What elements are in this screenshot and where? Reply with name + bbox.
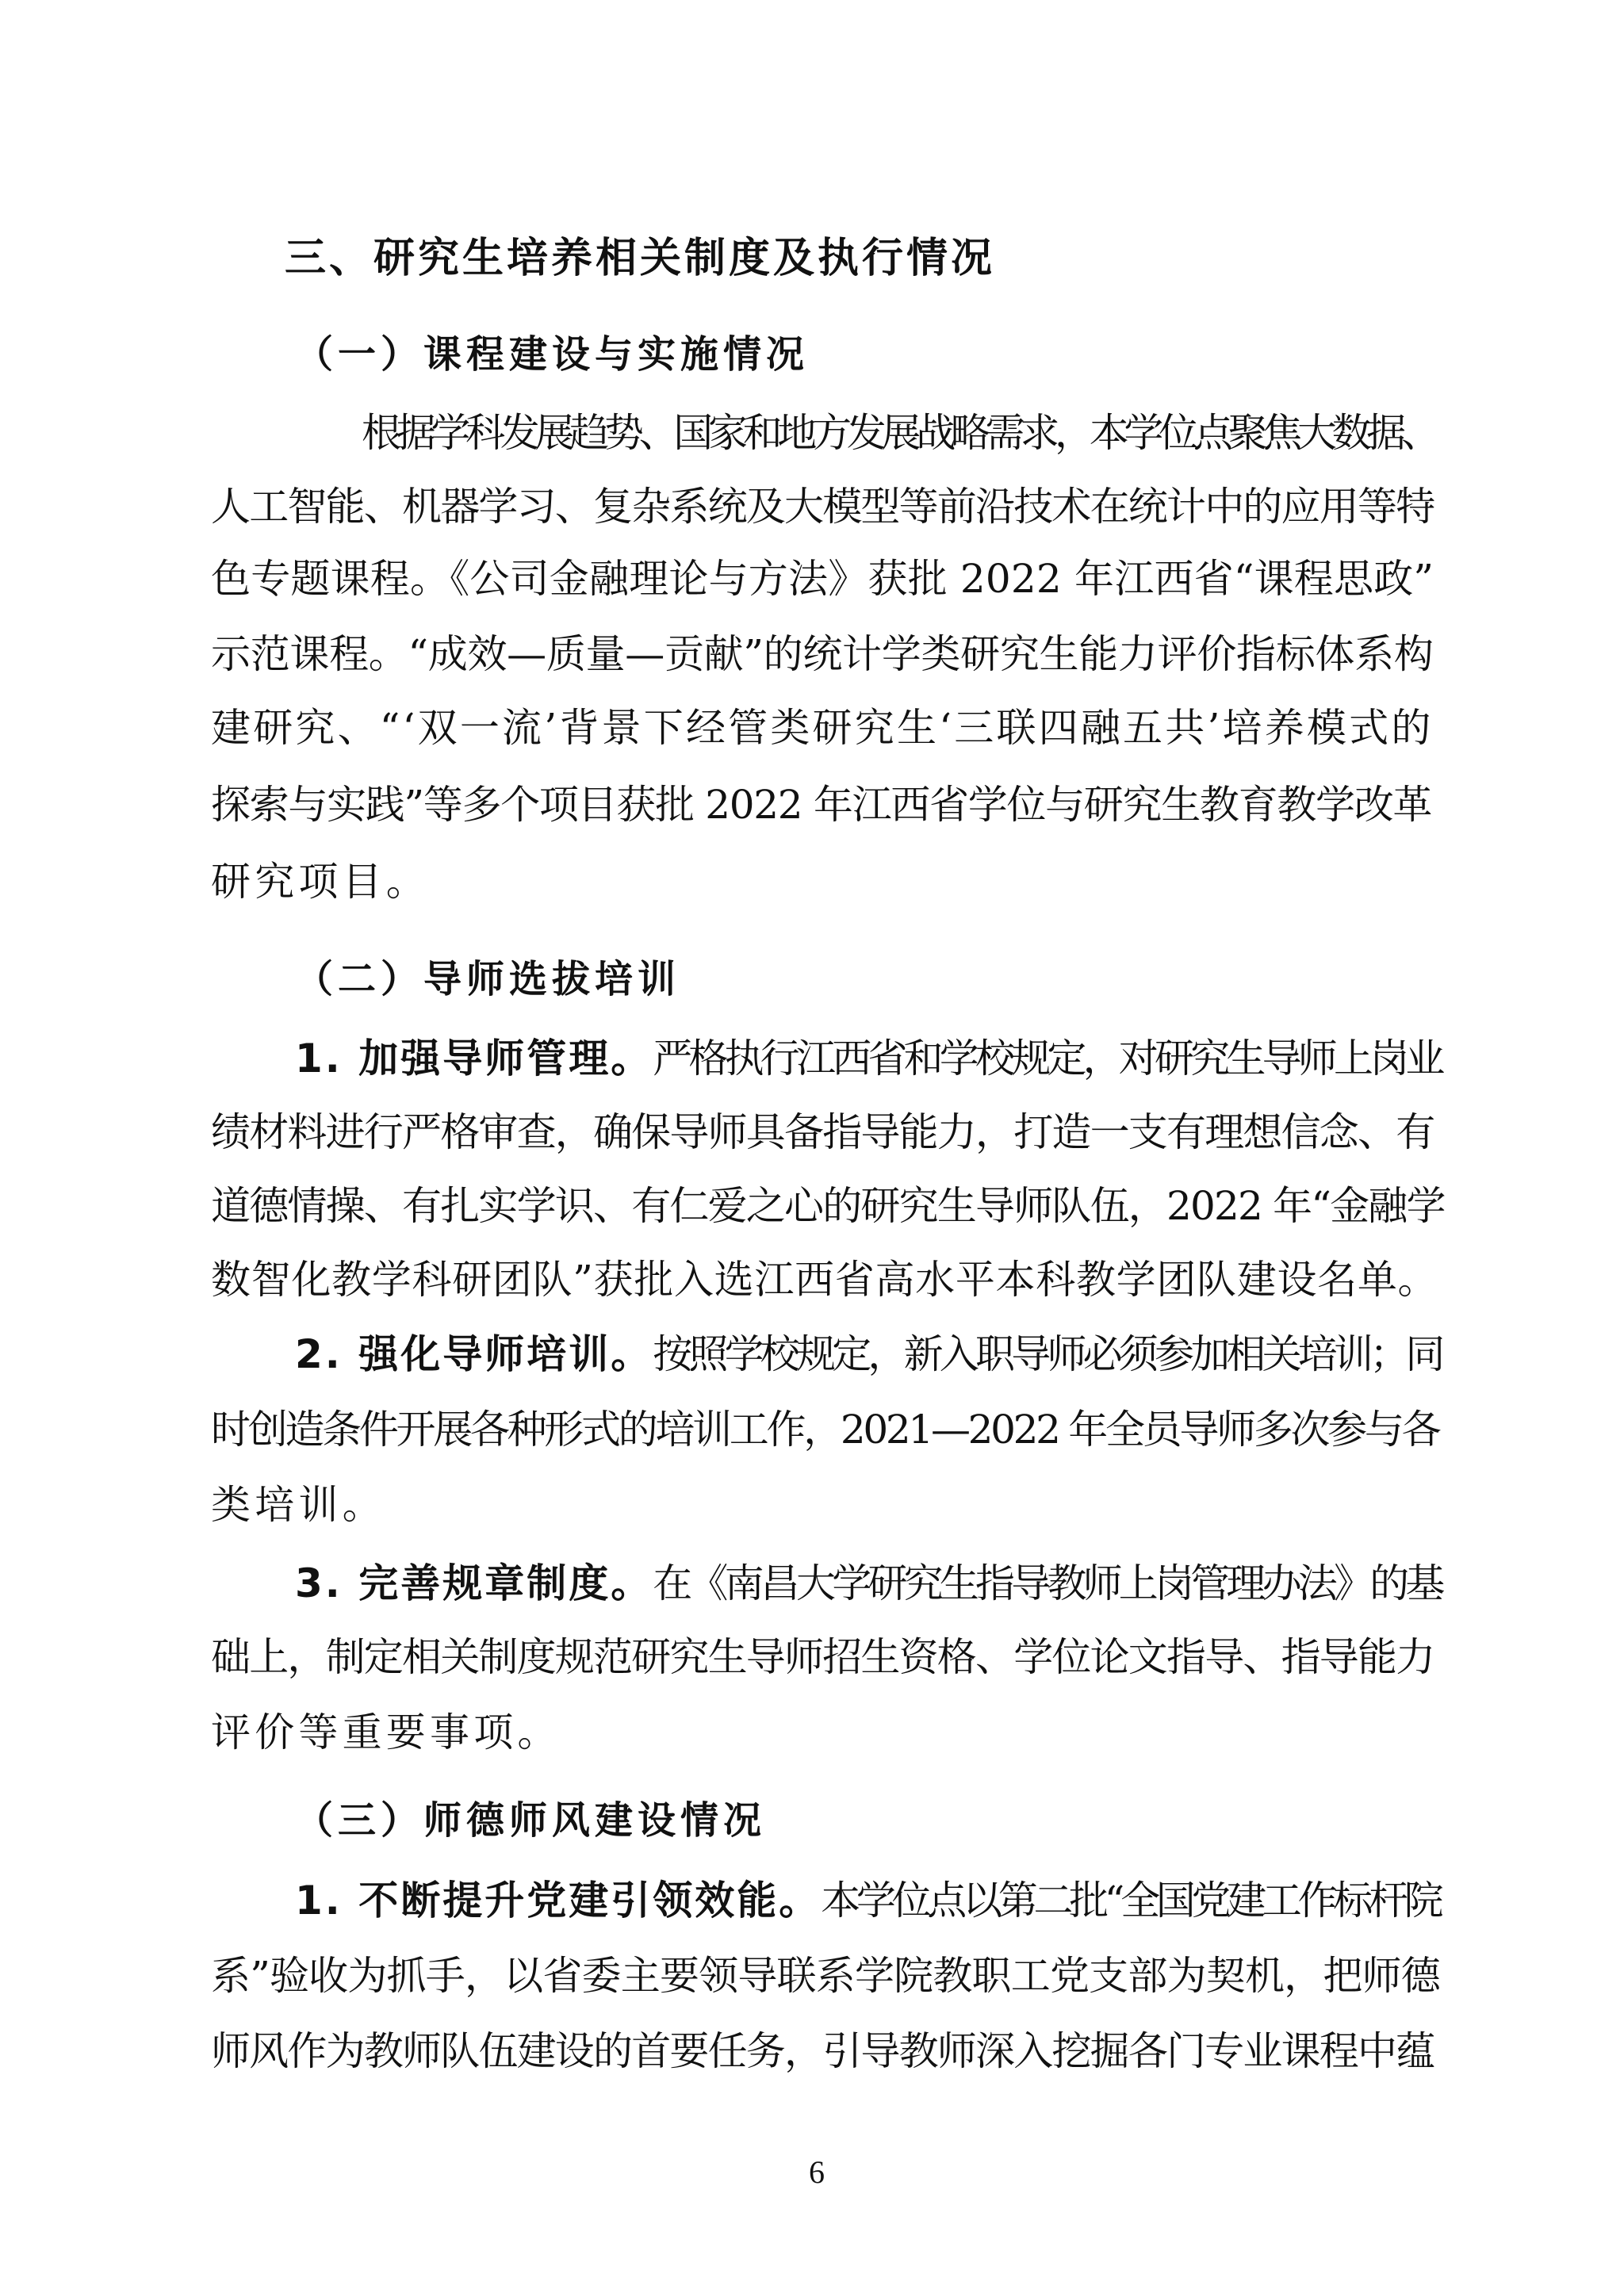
paragraph-line: 评价等重要事项。 (211, 1709, 561, 1755)
paragraph-line: 道德情操、有扎实学识、有仁爱之心的研究生导师队伍，2022 年“金融学 (211, 1183, 1445, 1229)
item-text: 本学位点以第二批“全国党建工作标杆院 (821, 1878, 1440, 1924)
paragraph-line: 系”验收为抓手，以省委主要领导联系学院教职工党支部为契机，把师德 (211, 1953, 1440, 1999)
item-lead-improve-regulations: 3. 完善规章制度。 (295, 1560, 653, 1606)
paragraph-line: 根据学科发展趋势、国家和地方发展战略需求，本学位点聚焦大数据、 (362, 410, 1436, 456)
item-lead-strengthen-management: 1. 加强导师管理。 (295, 1035, 653, 1081)
paragraph-line: 数智化教学科研团队”获批入选江西省高水平本科教学团队建设名单。 (211, 1257, 1438, 1303)
item-first-line (295, 1875, 1445, 1926)
item-first-line (295, 1329, 1445, 1380)
paragraph-line: 建研究、“‘双一流’背景下经管类研究生‘三联四融五共’培养模式的 (211, 705, 1434, 751)
item-lead-strengthen-training: 2. 强化导师培训。 (295, 1331, 653, 1377)
chapter-heading: 三、研究生培养相关制度及执行情况 (285, 235, 996, 282)
item-text: 在《南昌大学研究生指导教师上岗管理办法》的基 (653, 1560, 1442, 1606)
item-text: 严格执行江西省和学校规定，对研究生导师上岗业 (653, 1035, 1442, 1081)
paragraph-line: 研究项目。 (211, 859, 430, 905)
paragraph-line: 色专题课程。《公司金融理论与方法》获批 2022 年江西省“课程思政” (211, 556, 1434, 602)
paragraph-line: 绩材料进行严格审查，确保导师具备指导能力，打造一支有理想信念、有 (211, 1109, 1434, 1155)
paragraph-line: 师风作为教师队伍建设的首要任务，引导教师深入挖掘各门专业课程中蕴 (211, 2028, 1434, 2074)
item-first-line (295, 1033, 1445, 1084)
item-lead-party-building: 1. 不断提升党建引领效能。 (295, 1878, 822, 1924)
paragraph-line: 础上，制定相关制度规范研究生导师招生资格、学位论文指导、指导能力 (211, 1634, 1434, 1680)
paragraph-line: 时创造条件开展各种形式的培训工作，2021—2022 年全员导师多次参与各 (211, 1407, 1439, 1453)
section-heading-supervisor-selection: （二）导师选拔培训 (295, 957, 681, 1001)
paragraph-line: 人工智能、机器学习、复杂系统及大模型等前沿技术在统计中的应用等特 (211, 484, 1434, 530)
item-first-line (295, 1558, 1445, 1609)
section-heading-course-construction: （一）课程建设与实施情况 (295, 332, 810, 377)
item-text: 按照学校规定，新入职导师必须参加相关培训；同 (653, 1331, 1442, 1377)
paragraph-line: 类培训。 (211, 1482, 386, 1528)
paragraph-line: 示范课程。“成效—质量—贡献”的统计学类研究生能力评价指标体系构 (211, 631, 1434, 677)
page-number: 6 (809, 2154, 825, 2190)
section-heading-ethics: （三）师德师风建设情况 (295, 1798, 767, 1843)
paragraph-line: 探索与实践”等多个项目获批 2022 年江西省学位与研究生教育教学改革 (211, 782, 1432, 828)
